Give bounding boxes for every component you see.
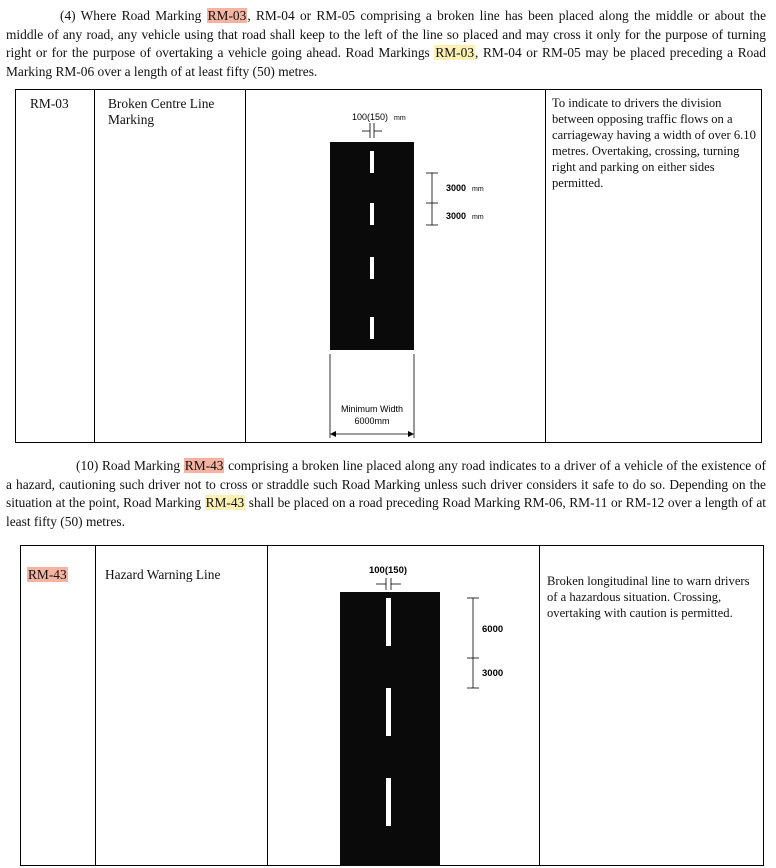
line-width-unit: mm bbox=[394, 115, 406, 122]
section-4-suffix: , RM-04 or RM-05 may be placed preceding a Road Marking RM-06 over a length of at least fifty (50) metres. bbox=[6, 45, 766, 79]
code-highlight: RM-03 bbox=[207, 8, 247, 23]
column-divider bbox=[95, 546, 96, 865]
marking-code: RM-43 bbox=[28, 567, 67, 582]
length-unit: mm bbox=[472, 214, 484, 221]
warning-line-dash bbox=[386, 598, 391, 646]
dash-length-label: 6000 bbox=[482, 624, 504, 635]
line-width-label: 100(150) bbox=[352, 112, 389, 122]
rm03-table bbox=[15, 89, 762, 443]
section-10-paragraph bbox=[6, 457, 766, 531]
minimum-width-value: 6000mm bbox=[354, 416, 390, 426]
rm43-table bbox=[20, 545, 764, 866]
warning-line-dash bbox=[386, 778, 391, 826]
dash-length-label: 3000 bbox=[446, 211, 467, 221]
marking-name: Hazard Warning Line bbox=[105, 567, 221, 582]
section-10-prefix: (10) Road Marking bbox=[76, 458, 184, 473]
line-width-label: 100(150) bbox=[368, 565, 408, 576]
minimum-width-label: Minimum Width bbox=[340, 404, 404, 414]
centre-line-dash bbox=[370, 317, 374, 339]
gap-length-label: 3000 bbox=[482, 668, 504, 679]
code-highlight: RM-43 bbox=[205, 495, 245, 510]
section-4-paragraph bbox=[6, 7, 766, 81]
marking-description: To indicate to drivers the division between opposing traffic flows on a carriageway having a width of over 6.10 metres. Overtaking, crossing, turning right and parking on either sides permitted. bbox=[552, 96, 756, 190]
section-4-text: , RM-04 or RM-05 comprising a broken line has been placed along the middle or about the middle of any road, any vehicle using that road shall keep to the left of the line so placed and may cross it only for the purpose of turning right or for the purpose of overtaking a vehicle going ahead. Road Markings bbox=[6, 8, 767, 60]
marking-name: Broken Centre Line Marking bbox=[108, 96, 215, 127]
centre-line-dash bbox=[370, 203, 374, 225]
column-divider bbox=[539, 546, 540, 865]
section-10-suffix: shall be placed on a road preceding Road Marking RM-06, RM-11 or RM-12 over a length of at least fifty (50) metres. bbox=[6, 495, 766, 529]
length-unit: mm bbox=[472, 186, 484, 193]
marking-description: Broken longitudinal line to warn drivers of a hazardous situation. Crossing, overtaking with caution is permitted. bbox=[547, 574, 750, 620]
column-divider bbox=[545, 90, 546, 442]
gap-length-label: 3000 bbox=[446, 183, 467, 193]
code-highlight: RM-03 bbox=[435, 45, 475, 60]
centre-line-dash bbox=[370, 257, 374, 279]
centre-line-dash bbox=[370, 151, 374, 173]
section-4-prefix: (4) Where Road Marking bbox=[60, 8, 207, 23]
code-highlight: RM-43 bbox=[184, 458, 224, 473]
section-10-text: comprising a broken line placed along any road indicates to a driver of a vehicle of the existence of a hazard, cautioning such driver not to cross or straddle such Road Marking unless such driver considers it safe to do so. Depending on the situation at the point, Road Marking bbox=[6, 458, 766, 510]
warning-line-dash bbox=[386, 688, 391, 736]
column-divider bbox=[94, 90, 95, 442]
rm03-road-diagram bbox=[246, 90, 545, 442]
marking-code: RM-03 bbox=[30, 96, 69, 111]
rm43-road-diagram bbox=[268, 546, 539, 866]
